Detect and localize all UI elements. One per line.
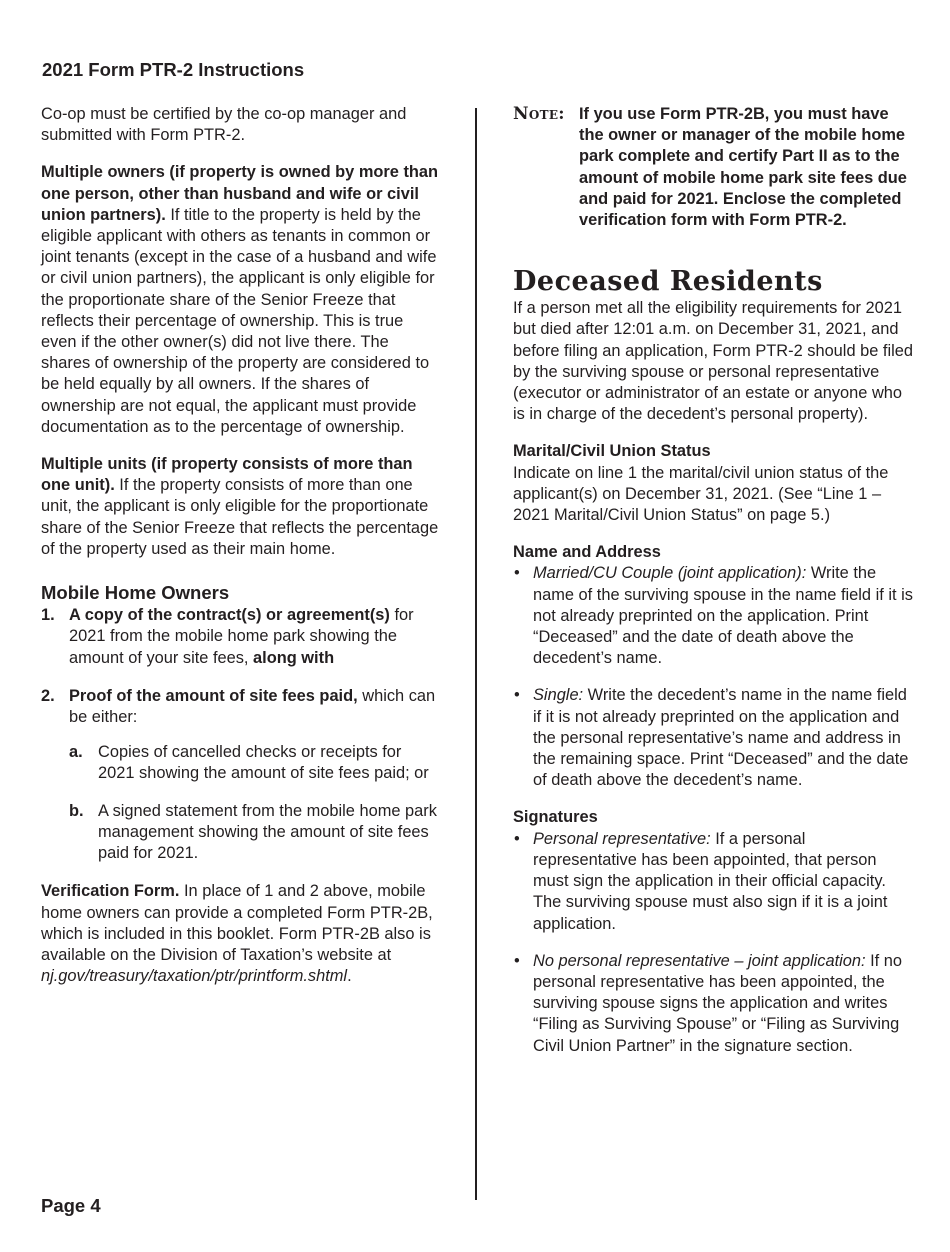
mobile-home-heading: Mobile Home Owners <box>41 582 230 604</box>
note-block <box>513 104 913 231</box>
subitem-letter: a. <box>69 743 83 762</box>
marital-status-body: Indicate on line 1 the marital/civil union status of the applicant(s) on December 31, 2021. (See “Line 1 – 2021 Marital/Civil Union Status” on page 5.) <box>513 463 889 525</box>
page-header-title: 2021 Form PTR-2 Instructions <box>42 59 305 80</box>
verification-body: In place of 1 and 2 above, mobile home owners can provide a completed Form PTR-2B, which is included in this booklet. Form PTR-2B also is available on the Division of Taxation’s website at <box>41 882 433 964</box>
item-text: which can be either: <box>69 686 436 727</box>
left-column <box>41 104 441 1003</box>
mobile-home-list <box>41 605 441 864</box>
list-item <box>513 685 913 791</box>
subitem-text: Copies of cancelled checks or receipts for 2021 showing the amount of site fees paid; or <box>98 743 429 783</box>
multiple-owners-paragraph <box>41 162 441 438</box>
subitem-letter: b. <box>69 801 84 820</box>
bullet-lead: No personal representative – joint application: <box>533 951 866 970</box>
proof-sublist <box>69 742 441 864</box>
bullet-text: Write the name of the surviving spouse in the name field if it is not already preprinted on the application. Print “Deceased” and the date of death above the decedent’s name. <box>533 564 913 668</box>
deceased-residents-heading: Deceased Residents <box>513 266 823 298</box>
item-bold-tail: along with <box>253 648 335 667</box>
verification-heading: Verification Form. <box>41 882 180 901</box>
item-text: for 2021 from the mobile home park showing the amount of your site fees, <box>69 606 414 667</box>
mobile-home-item-2 <box>41 686 441 864</box>
list-item <box>513 829 913 935</box>
name-address-heading: Name and Address <box>513 543 661 562</box>
verification-link[interactable]: nj.gov/treasury/taxation/ptr/printform.shtml <box>41 967 348 986</box>
list-item <box>513 563 913 669</box>
coop-paragraph: Co-op must be certified by the co-op manager and submitted with Form PTR-2. <box>41 105 407 145</box>
proof-subitem-a <box>69 742 441 784</box>
bullet-text: If no personal representative has been appointed, the surviving spouse signs the application and writes “Filing as Surviving Spouse” or “Filing as Surviving Civil Union Partner” in the signature section. <box>533 951 903 1055</box>
bullet-text: Write the decedent’s name in the name field if it is not already preprinted on the application and the personal representative’s name and address in the remaining space. Print “Deceased” and the date of death above the decedent’s name. <box>533 686 909 790</box>
multiple-owners-body: If title to the property is held by the eligible applicant with others as tenants in common or joint tenants (except in the case of a husband and wife or civil union partners), the applicant is only eligible for the proportionate share of the Senior Freeze that reflects their percentage of ownership. This is true even if the other owner(s) did not live there. The shares of ownership of the property are considered to be held equally by all owners. If the shares of ownership are not equal, the applicant must provide documentation as to the percentage of ownership. <box>41 205 437 436</box>
bullet-text: If a personal representative has been appointed, that person must sign the application in their official capacity. The surviving spouse must also sign if it is a joint application. <box>533 829 888 933</box>
right-column <box>513 104 913 1073</box>
proof-subitem-b <box>69 801 441 865</box>
note-label: Note: <box>513 104 565 124</box>
signatures-list <box>513 829 913 1057</box>
multiple-units-paragraph <box>41 454 441 560</box>
multiple-owners-heading: Multiple owners (if property is owned by more than one person, other than husband and wife or civil union partners). <box>41 163 439 224</box>
page-number: Page 4 <box>41 1195 101 1216</box>
verification-tail: . <box>347 967 352 986</box>
verification-paragraph <box>41 881 441 987</box>
item-bold: Proof of the amount of site fees paid, <box>69 686 358 705</box>
item-bold: A copy of the contract(s) or agreement(s) <box>69 606 390 625</box>
item-number: 2. <box>41 686 55 705</box>
marital-status-heading: Marital/Civil Union Status <box>513 442 711 461</box>
note-text: If you use Form PTR-2B, you must have the owner or manager of the mobile home park complete and certify Part II as to the amount of mobile home park site fees due and paid for 2021. Enclose the completed verification form with Form PTR-2. <box>579 105 907 230</box>
mobile-home-item-1 <box>41 605 441 669</box>
bullet-lead: Married/CU Couple (joint application): <box>533 564 807 583</box>
signatures-heading: Signatures <box>513 808 598 827</box>
subitem-text: A signed statement from the mobile home park management showing the amount of site fees paid for 2021. <box>98 801 437 863</box>
multiple-units-heading: Multiple units (if property consists of more than one unit). <box>41 455 413 495</box>
bullet-lead: Single: <box>533 686 584 705</box>
bullet-lead: Personal representative: <box>533 829 711 848</box>
deceased-intro: If a person met all the eligibility requirements for 2021 but died after 12:01 a.m. on December 31, 2021, and before filing an application, Form PTR-2 should be filed by the surviving spouse or personal representative (executor or administrator of an estate or anyone who is in charge of the decedent’s personal property). <box>513 299 913 424</box>
column-divider <box>475 108 477 1200</box>
name-address-list <box>513 563 913 791</box>
multiple-units-body: If the property consists of more than one unit, the applicant is only eligible for the proportionate share of the Senior Freeze that reflects the percentage of the property used as their main home. <box>41 476 439 558</box>
list-item <box>513 951 913 1057</box>
item-number: 1. <box>41 606 55 625</box>
